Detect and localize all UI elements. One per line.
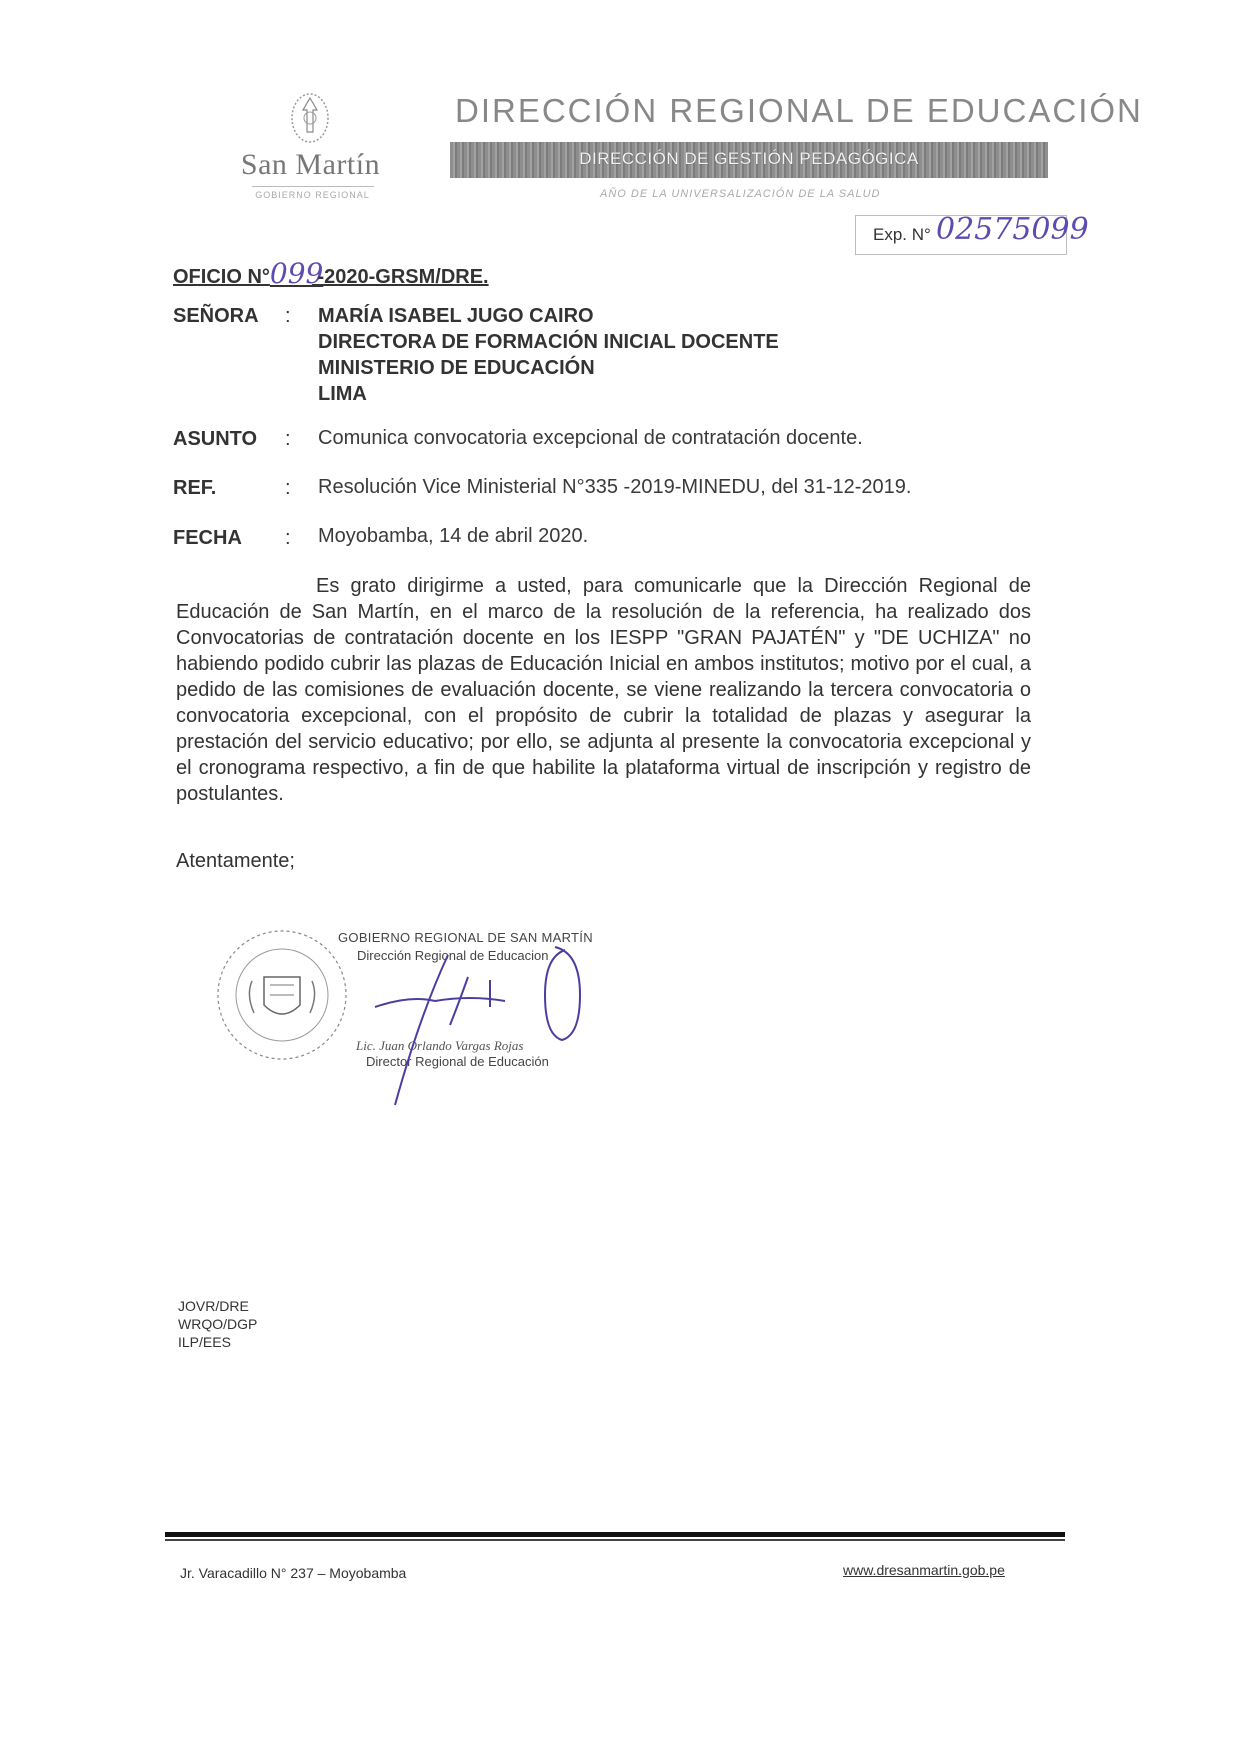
year-motto: AÑO DE LA UNIVERSALIZACIÓN DE LA SALUD [600, 188, 881, 200]
oficio-suffix: -2020-GRSM/DRE. [311, 266, 489, 288]
senora-label: SEÑORA [173, 305, 259, 327]
logo-divider [252, 186, 374, 187]
handwritten-signature [340, 935, 640, 1115]
initials-line: ILP/EES [178, 1334, 231, 1350]
footer-website-link[interactable]: www.dresanmartin.gob.pe [843, 1562, 1005, 1578]
body-text: Es grato dirigirme a usted, para comunicarle que la Dirección Regional de Educación de San Martín, en el marco de la resolución de la referencia, ha realizado dos Convocatorias de contratación docente en los IESPP "GRAN PAJATÉN" y "DE UCHIZA" no habiendo podido cubrir las plazas de Educación Inicial en ambos institutos; motivo por el cual, a pedido de las comisiones de evaluación docente, se viene realizando la tercera convocatoria o convocatoria excepcional, con el propósito de cubrir la totalidad de plazas y asegurar la prestación del servicio educativo; por ello, se adjunta al presente la convocatoria excepcional y el cronograma respectivo, a fin de que habilite la plataforma virtual de inscripción y registro de postulantes. [176, 575, 1031, 805]
footer-address: Jr. Varacadillo N° 237 – Moyobamba [180, 1565, 407, 1581]
body-paragraph [176, 573, 1031, 807]
expediente-number: 02575099 [936, 212, 1089, 247]
recipient-name: MARÍA ISABEL JUGO CAIRO [318, 305, 594, 327]
signatory-name: Lic. Juan Orlando Vargas Rojas [356, 1038, 524, 1053]
department-banner [450, 142, 1048, 178]
footer-divider-thin [165, 1539, 1065, 1541]
footer-divider [165, 1532, 1065, 1537]
initials-line: WRQO/DGP [178, 1316, 258, 1332]
regional-emblem-icon [285, 88, 335, 148]
org-title: DIRECCIÓN REGIONAL DE EDUCACIÓN [455, 92, 1143, 129]
stamp-department: Dirección Regional de Educacion [357, 948, 549, 963]
asunto-colon: : [285, 428, 291, 450]
recipient-institution: MINISTERIO DE EDUCACIÓN [318, 357, 595, 379]
recipient-block [318, 303, 779, 407]
expediente-label: Exp. N° [873, 225, 931, 244]
department-label: DIRECCIÓN DE GESTIÓN PEDAGÓGICA [579, 149, 919, 168]
asunto-value: Comunica convocatoria excepcional de contratación docente. [318, 427, 863, 449]
logo-subtitle: GOBIERNO REGIONAL [255, 190, 370, 200]
recipient-title: DIRECTORA DE FORMACIÓN INICIAL DOCENTE [318, 331, 779, 353]
oficio-prefix: OFICIO N° [173, 266, 270, 288]
senora-colon: : [285, 305, 291, 327]
fecha-label: FECHA [173, 527, 242, 549]
stamp-organization: GOBIERNO REGIONAL DE SAN MARTÍN [338, 930, 593, 945]
signatory-role: Director Regional de Educación [366, 1054, 549, 1069]
oficio-heading [173, 257, 489, 290]
official-seal-icon [212, 925, 352, 1065]
asunto-label: ASUNTO [173, 428, 258, 450]
logo-name: San Martín [240, 148, 381, 181]
recipient-city: LIMA [318, 383, 367, 405]
ref-value: Resolución Vice Ministerial N°335 -2019-MINEDU, del 31-12-2019. [318, 476, 912, 498]
reference-initials [178, 1297, 257, 1351]
closing: Atentamente; [176, 850, 295, 872]
ref-colon: : [285, 477, 291, 499]
initials-line: JOVR/DRE [178, 1298, 249, 1314]
fecha-value: Moyobamba, 14 de abril 2020. [318, 525, 589, 547]
fecha-colon: : [285, 527, 291, 549]
ref-label: REF. [173, 477, 217, 499]
oficio-number: 099 [269, 257, 324, 290]
